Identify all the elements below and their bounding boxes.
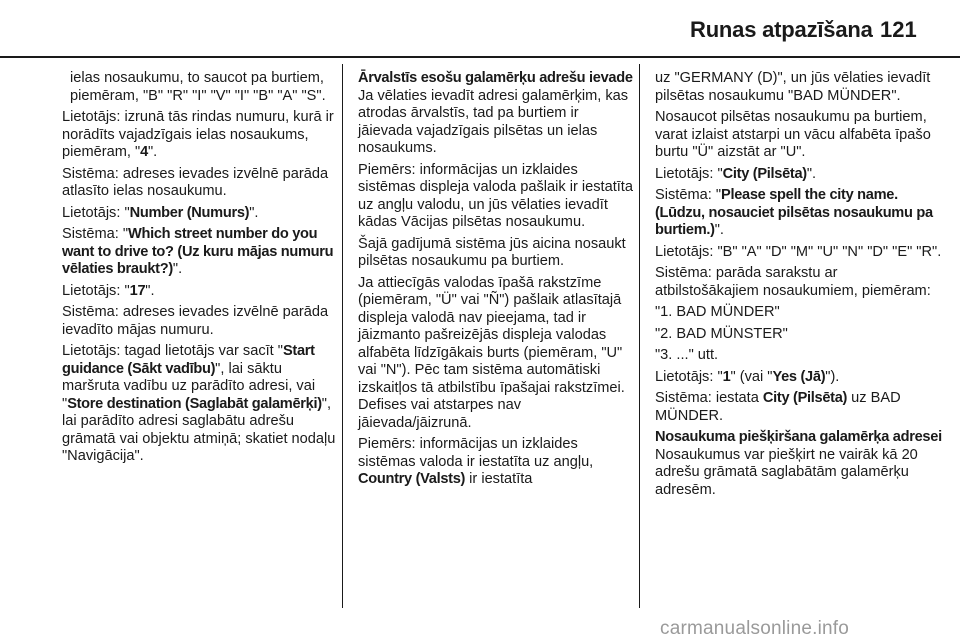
paragraph: Nosaukumus var piešķirt ne vairāk kā 20 adrešu grāmatā saglabātām galamērķu adresēm. (655, 446, 918, 498)
paragraph: "1. BAD MÜNDER" (655, 304, 780, 320)
paragraph: Ja vēlaties ievadīt adresi galamērķim, kas atrodas ārvalstīs, tad pa burtiem ir jāievada vajadzīgais pilsētas un ielas nosaukums. (358, 87, 629, 156)
paragraph: Ja attiecīgās valodas īpašā rakstzīme (piemēram, "Ü" vai "Ñ") pašlaik atlasītajā displeja valodā nav pieejama, tad ir jāizmanto pašreizējās displeja valodas alfabēta līdzīgākais burts (piemēram, "U" vai "N"). Pēc tam sistēma automātiski izskaitļos tā atbilstību īpašajai rakstzīmei. Defises vai atstarpes nav jāievada/jāizrunā. (358, 274, 625, 431)
section-heading: Ārvalstīs esošu galamērķu adrešu ievade (358, 70, 633, 86)
paragraph: Lietotājs: "17". (62, 282, 155, 299)
paragraph: "2. BAD MÜNSTER" (655, 325, 788, 342)
paragraph: Sistēma: adreses ievades izvēlnē parāda ievadīto mājas numuru. (62, 304, 329, 338)
column-divider (342, 64, 343, 608)
paragraph: Sistēma: "Which street number do you want to drive to? (Uz kuru mājas numuru vēlaties braukt?)". (62, 226, 334, 277)
paragraph: "3. ..." utt. (655, 347, 719, 363)
text-column-1 (62, 70, 337, 470)
page-number: 121 (880, 17, 917, 42)
paragraph: Lietotājs: izrunā tās rindas numuru, kurā ir norādīts vajadzīgais ielas nosaukums, piemēram, "4". (62, 109, 334, 160)
section-heading: Nosaukuma piešķiršana galamērķa adresei (655, 429, 942, 445)
text-column-2 (358, 70, 633, 493)
text-column-3 (655, 70, 945, 503)
watermark: carmanualsonline.info (660, 618, 850, 639)
paragraph: Nosaucot pilsētas nosaukumu pa burtiem, varat izlaist atstarpi un vācu alfabēta īpašo burtu "Ü" aizstāt ar "U". (655, 109, 931, 160)
column-divider (639, 64, 640, 608)
paragraph: ielas nosaukumu, to saucot pa burtiem, piemēram, "B" "R" "I" "V" "I" "B" "A" "S". (70, 70, 326, 104)
paragraph: Lietotājs: "City (Pilsēta)". (655, 165, 817, 182)
paragraph: Šajā gadījumā sistēma jūs aicina nosaukt pilsētas nosaukumu pa burtiem. (358, 235, 626, 269)
paragraph: Lietotājs: "B" "A" "D" "M" "U" "N" "D" "E" "R". (655, 243, 942, 260)
paragraph: Lietotājs: "1" (vai "Yes (Jā)"). (655, 368, 840, 385)
paragraph: uz "GERMANY (D)", un jūs vēlaties ievadīt pilsētas nosaukumu "BAD MÜNDER". (655, 70, 931, 104)
paragraph: Lietotājs: tagad lietotājs var sacīt "Start guidance (Sākt vadību)", lai sāktu maršruta vadību uz parādīto adresi, vai "Store destination (Saglabāt galamērķi)", lai parādīto adresi saglabātu adrešu grāmatā vai objektu atmiņā; skatiet nodaļu "Navigācija". (62, 343, 336, 464)
paragraph: Piemērs: informācijas un izklaides sistēmas displeja valoda pašlaik ir iestatīta uz angļu valodu, un jūs vēlaties ievadīt kādas Vācijas pilsētas nosaukumu. (358, 161, 633, 230)
paragraph: Sistēma: adreses ievades izvēlnē parāda atlasīto ielas nosaukumu. (62, 165, 329, 199)
header-divider (0, 56, 960, 58)
paragraph: Lietotājs: "Number (Numurs)". (62, 204, 259, 221)
paragraph: Sistēma: "Please spell the city name. (Lūdzu, nosauciet pilsētas nosaukumu pa burtiem.)". (655, 187, 933, 238)
paragraph: Sistēma: iestata City (Pilsēta) uz BAD MÜNDER. (655, 390, 901, 424)
paragraph: Piemērs: informācijas un izklaides sistēmas valoda ir iestatīta uz angļu, Country (Valsts) ir iestatīta (358, 436, 594, 487)
page-title: Runas atpazīšana (690, 17, 873, 42)
paragraph: Sistēma: parāda sarakstu ar atbilstošākajiem nosaukumiem, piemēram: (655, 265, 931, 299)
